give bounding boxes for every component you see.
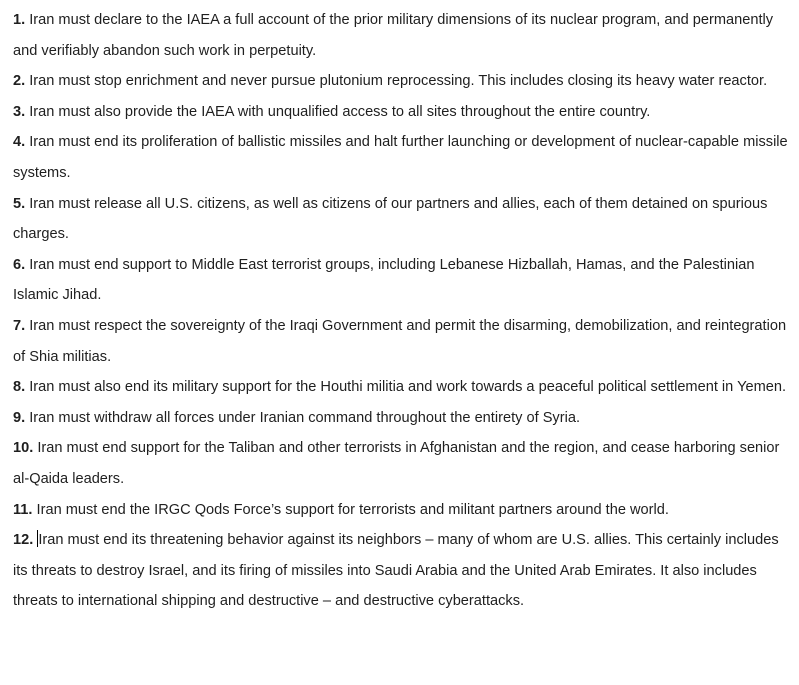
list-item-2 <box>13 66 788 97</box>
item-text: Iran must end its proliferation of ballistic missiles and halt further launching or development of nuclear-capable missile systems. <box>13 134 788 181</box>
item-number: 8. <box>13 379 26 396</box>
list-item-7 <box>13 311 788 372</box>
item-text: Iran must declare to the IAEA a full account of the prior military dimensions of its nuclear program, and permanently and verifiably abandon such work in perpetuity. <box>13 12 774 59</box>
item-number: 2. <box>13 73 26 90</box>
list-item-9 <box>13 403 788 434</box>
item-number: 11. <box>13 501 33 518</box>
item-number: 6. <box>13 256 26 273</box>
list-item-1 <box>13 5 788 66</box>
item-text: Iran must also end its military support for the Houthi militia and work towards a peaceful political settlement in Yemen. <box>25 379 787 396</box>
item-text: Iran must release all U.S. citizens, as well as citizens of our partners and allies, each of them detained on spurious charges. <box>13 195 768 243</box>
item-number: 7. <box>13 317 26 334</box>
item-number: 3. <box>13 103 26 120</box>
item-text: Iran must end support to Middle East terrorist groups, including Lebanese Hizballah, Hamas, and the Palestinian Islamic Jihad. <box>13 256 755 304</box>
item-number: 9. <box>13 409 26 426</box>
list-item-10 <box>13 433 788 494</box>
item-number: 10. <box>13 440 34 457</box>
list-item-8 <box>13 372 788 403</box>
document-body <box>13 5 788 617</box>
item-text: Iran must withdraw all forces under Iranian command throughout the entirety of Syria. <box>25 409 581 426</box>
item-text[interactable]: Iran must end its threatening behavior against its neighbors – many of whom are U.S. allies. This certainly includes its threats to destroy Israel, and its firing of missiles into Saudi Arabia and the United Arab Emirates. It also includes threats to international shipping and destructive – and destructive cyberattacks. <box>13 532 779 610</box>
list-item-12 <box>13 525 788 617</box>
list-item-3 <box>13 97 788 128</box>
item-text: Iran must also provide the IAEA with unqualified access to all sites throughout the entire country. <box>25 103 651 120</box>
item-number: 4. <box>13 134 26 151</box>
item-number: 5. <box>13 195 26 212</box>
item-number: 12. <box>13 532 34 549</box>
list-item-5 <box>13 189 788 250</box>
list-item-4 <box>13 127 788 188</box>
list-item-6 <box>13 250 788 311</box>
item-text: Iran must respect the sovereignty of the Iraqi Government and permit the disarming, demobilization, and reintegration of Shia militias. <box>13 317 787 365</box>
item-text: Iran must end the IRGC Qods Force’s support for terrorists and militant partners around the world. <box>32 501 669 518</box>
item-number: 1. <box>13 12 26 28</box>
item-text: Iran must stop enrichment and never pursue plutonium reprocessing. This includes closing its heavy water reactor. <box>25 73 768 90</box>
item-text: Iran must end support for the Taliban and other terrorists in Afghanistan and the region, and cease harboring senior al-Qaida leaders. <box>13 440 780 487</box>
list-item-11 <box>13 495 788 526</box>
